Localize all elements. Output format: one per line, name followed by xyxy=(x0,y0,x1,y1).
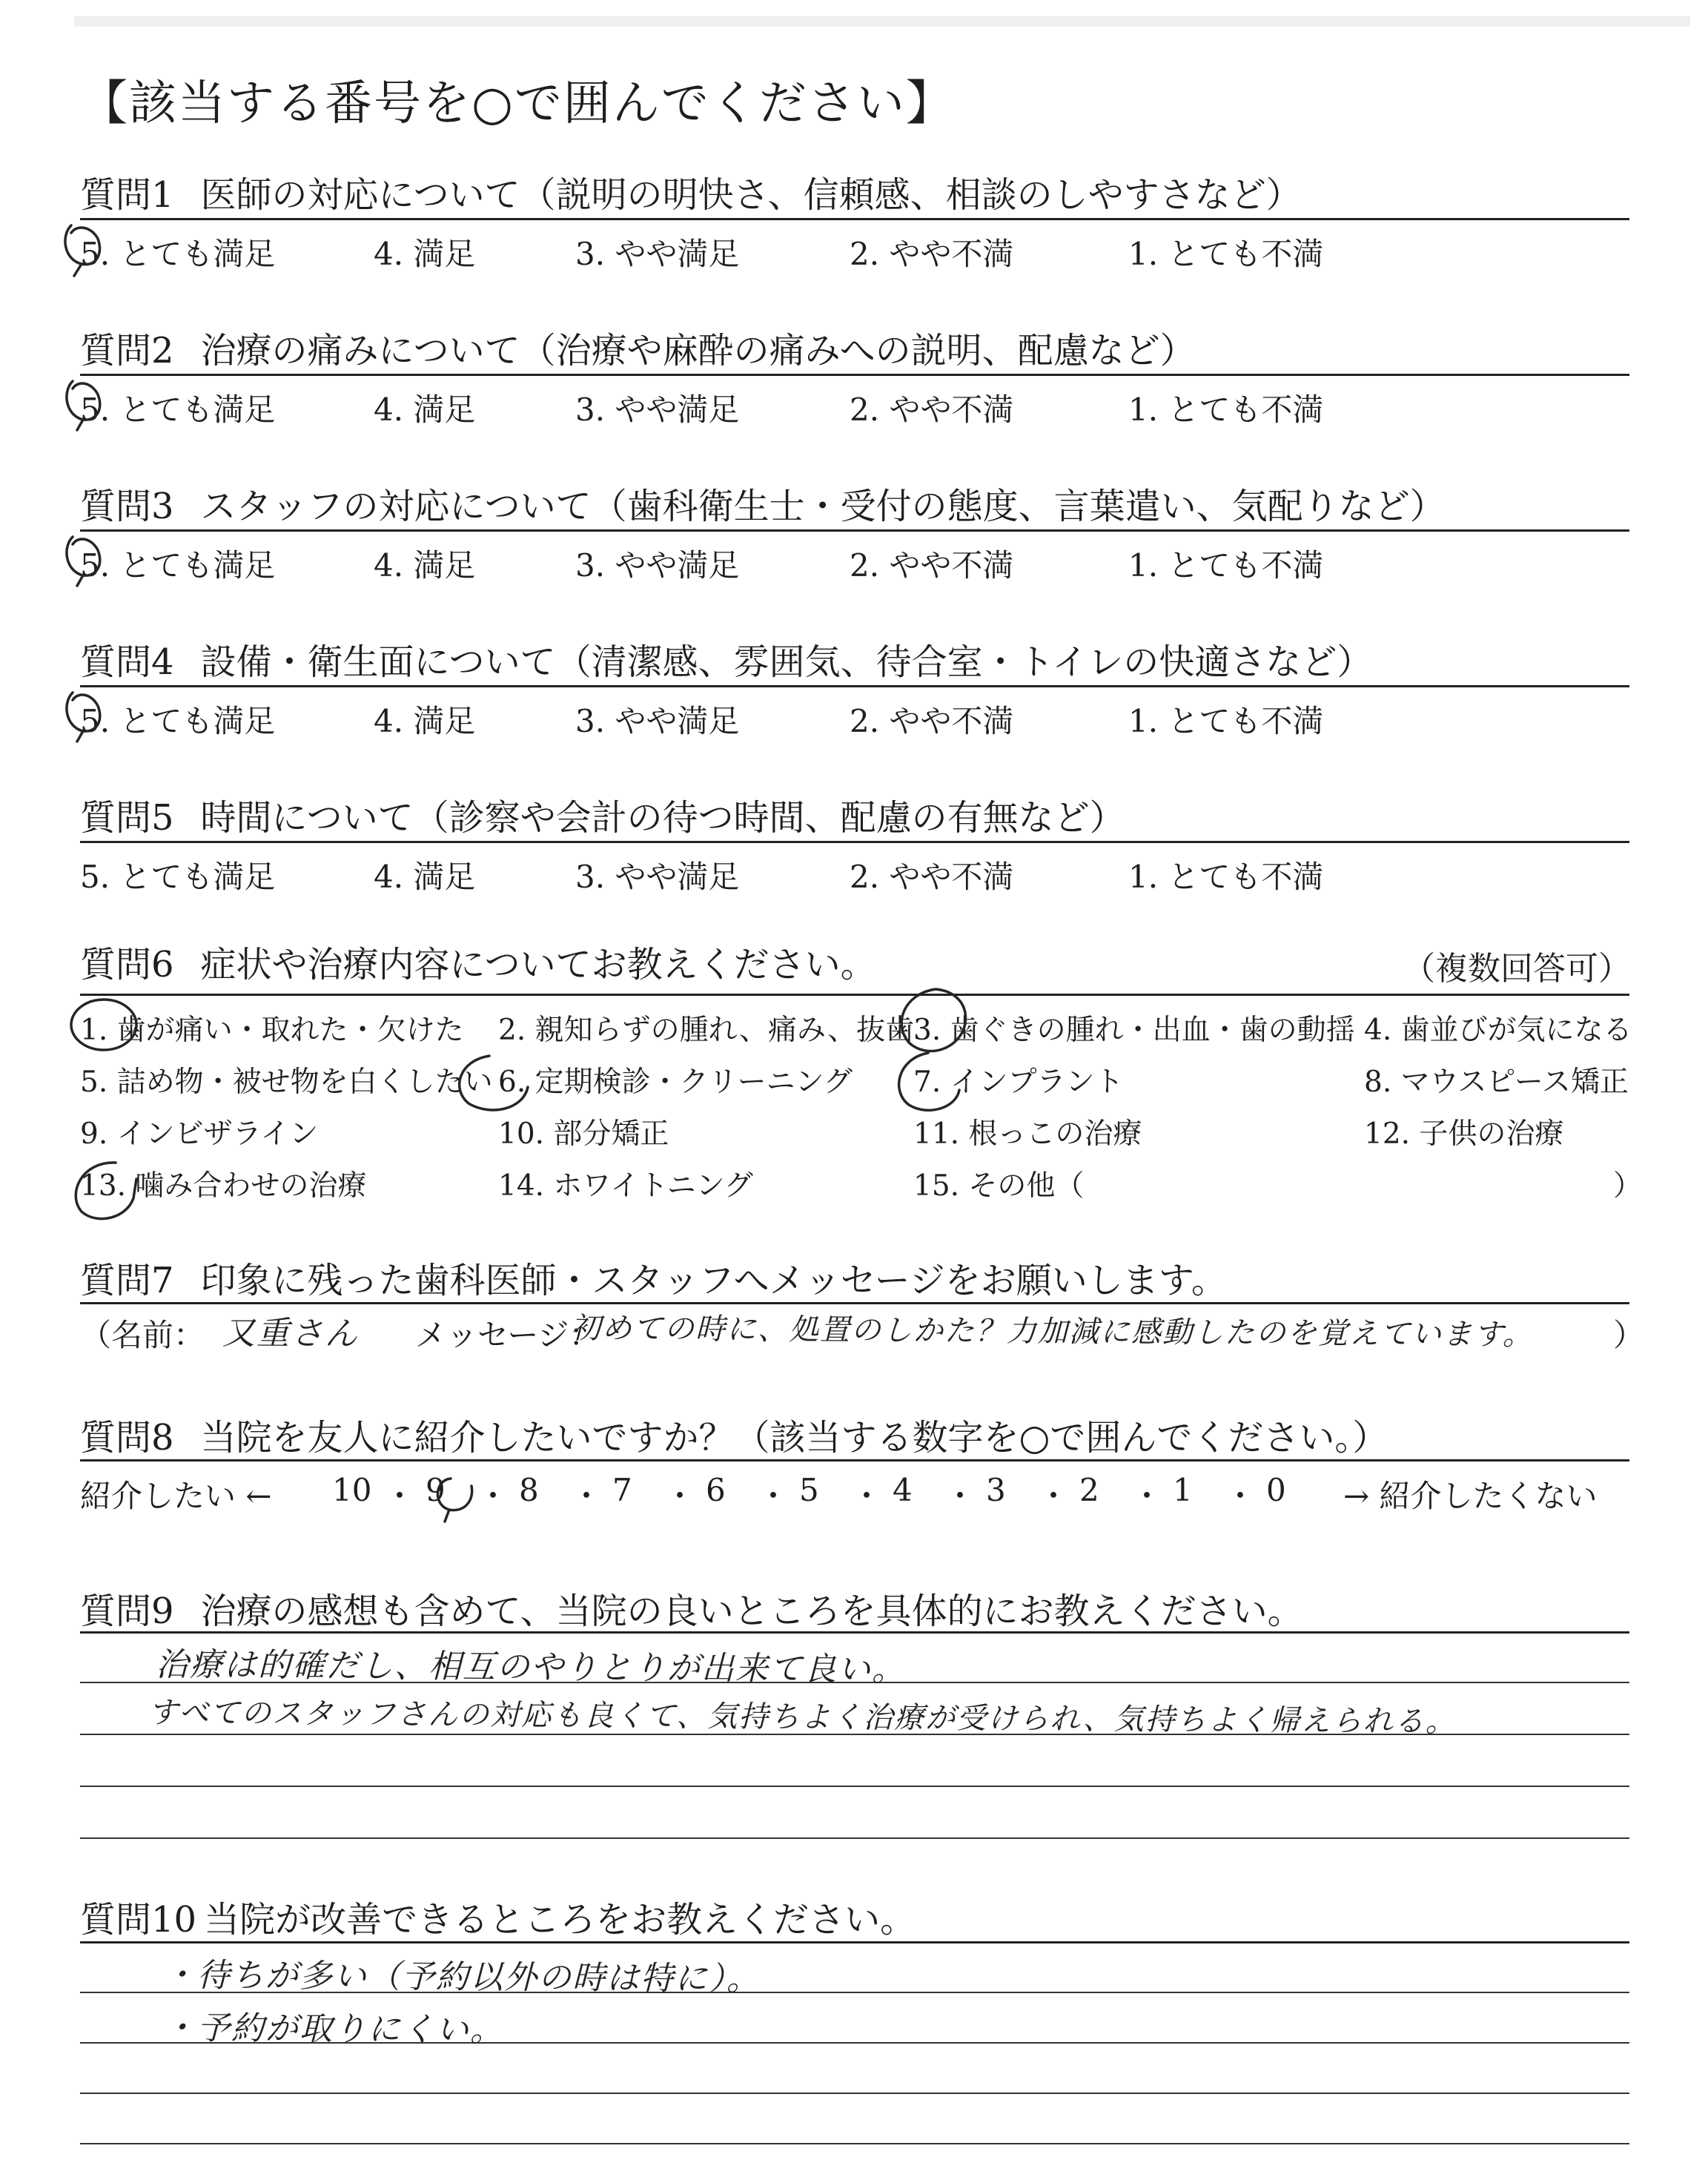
q8-scale-separator: ・ xyxy=(944,1478,976,1514)
q1-option-4[interactable]: 4. 満足 xyxy=(374,236,476,272)
q8-rule xyxy=(80,1459,1629,1462)
q2-option-1[interactable]: 1. とても不満 xyxy=(1128,392,1324,428)
q10-answer-line: ・予約が取りにくい。 xyxy=(162,2009,505,2050)
q8-scale-9[interactable]: 9 xyxy=(426,1472,446,1508)
q2-option-4[interactable]: 4. 満足 xyxy=(374,392,476,428)
q6-item-4[interactable]: 4. 歯並びが気になる xyxy=(1364,1014,1632,1047)
q1-rule xyxy=(80,218,1629,220)
q6-item-9[interactable]: 9. インビザライン xyxy=(80,1117,319,1151)
q2-rule xyxy=(80,374,1629,376)
q6-multiple-note: （複数回答可） xyxy=(1403,950,1631,988)
q5-option-5[interactable]: 5. とても満足 xyxy=(80,859,276,895)
q9-rule xyxy=(80,1631,1629,1634)
q9-answer-line: 治療は的確だし、相互のやりとりが出来て良い。 xyxy=(155,1645,907,1689)
q1-option-5[interactable]: 5. とても満足 xyxy=(80,236,276,272)
q8-left-label: 紹介したい ← xyxy=(80,1478,272,1514)
q5-rule xyxy=(80,841,1629,843)
q9-title xyxy=(80,1582,1303,1634)
question-text: 医師の対応について（説明の明快さ、信頼感、相談のしやすさなど） xyxy=(200,174,1302,216)
q5-option-3[interactable]: 3. やや満足 xyxy=(575,859,740,895)
writing-line xyxy=(80,2093,1629,2094)
question-text: スタッフの対応について（歯科衛生士・受付の態度、言葉遣い、気配りなど） xyxy=(200,486,1446,527)
q8-scale-10[interactable]: 10 xyxy=(332,1472,372,1508)
question-text: 時間について（診察や会計の待つ時間、配慮の有無など） xyxy=(200,797,1125,839)
q8-scale-1[interactable]: 1 xyxy=(1173,1472,1193,1508)
q1-option-2[interactable]: 2. やや不満 xyxy=(850,236,1014,272)
q3-title xyxy=(80,478,1446,529)
q8-scale-separator: ・ xyxy=(571,1478,603,1514)
q5-option-1[interactable]: 1. とても不満 xyxy=(1128,859,1324,895)
q7-message-label: メッセージ： xyxy=(415,1317,600,1353)
q8-scale-separator: ・ xyxy=(664,1478,696,1514)
question-text: 設備・衛生面について（清潔感、雰囲気、待合室・トイレの快適さなど） xyxy=(200,641,1373,683)
q10-answer-line: ・待ちが多い（予約以外の時は特に）。 xyxy=(162,1956,761,1998)
q4-title xyxy=(80,633,1372,684)
question-number: 質問6 xyxy=(80,944,174,985)
writing-line xyxy=(80,2143,1629,2144)
q8-scale-6[interactable]: 6 xyxy=(706,1472,726,1508)
q8-right-label: → 紹介したくない xyxy=(1343,1478,1598,1514)
scan-edge xyxy=(74,16,1690,27)
q5-title xyxy=(80,789,1125,840)
question-number: 質問1 xyxy=(80,174,174,216)
q1-title xyxy=(80,166,1302,217)
q3-option-1[interactable]: 1. とても不満 xyxy=(1128,547,1324,584)
question-text: 症状や治療内容についてお教えください。 xyxy=(200,944,876,985)
q6-item-7[interactable]: 7. インプラント xyxy=(913,1066,1124,1099)
q8-scale-0[interactable]: 0 xyxy=(1266,1472,1286,1508)
q7-close-paren: ） xyxy=(1613,1317,1645,1353)
q6-title xyxy=(80,936,876,987)
q2-option-2[interactable]: 2. やや不満 xyxy=(850,392,1014,428)
q8-scale-separator: ・ xyxy=(1131,1478,1163,1514)
q6-other-close-paren: ） xyxy=(1613,1169,1643,1203)
q6-item-12[interactable]: 12. 子供の治療 xyxy=(1364,1117,1564,1151)
q6-item-5[interactable]: 5. 詰め物・被せ物を白くしたい xyxy=(80,1066,493,1099)
writing-line xyxy=(80,1786,1629,1787)
q8-scale-7[interactable]: 7 xyxy=(612,1472,632,1508)
q1-option-1[interactable]: 1. とても不満 xyxy=(1128,236,1324,272)
question-number: 質問7 xyxy=(80,1260,174,1301)
q6-item-11[interactable]: 11. 根っこの治療 xyxy=(913,1117,1142,1151)
q4-option-4[interactable]: 4. 満足 xyxy=(374,703,476,739)
question-text: 印象に残った歯科医師・スタッフへメッセージをお願いします。 xyxy=(200,1260,1227,1301)
question-text: 当院が改善できるところをお教えください。 xyxy=(204,1899,916,1941)
q6-rule xyxy=(80,994,1629,996)
q3-option-3[interactable]: 3. やや満足 xyxy=(575,547,740,584)
q8-scale-2[interactable]: 2 xyxy=(1079,1472,1099,1508)
q4-option-1[interactable]: 1. とても不満 xyxy=(1128,703,1324,739)
q6-item-13[interactable]: 13. 噛み合わせの治療 xyxy=(80,1169,367,1203)
q4-option-2[interactable]: 2. やや不満 xyxy=(850,703,1014,739)
q8-scale-3[interactable]: 3 xyxy=(986,1472,1006,1508)
q5-option-2[interactable]: 2. やや不満 xyxy=(850,859,1014,895)
q10-title xyxy=(80,1891,916,1942)
q8-scale-separator: ・ xyxy=(477,1478,509,1514)
question-number: 質問10 xyxy=(80,1899,197,1941)
q9-answer-line: すべてのスタッフさんの対応も良くて、気持ちよく治療が受けられ、気持ちよく帰えられる。 xyxy=(148,1695,1457,1740)
q8-scale-5[interactable]: 5 xyxy=(799,1472,819,1508)
question-text: 治療の感想も含めて、当院の良いところを具体的にお教えください。 xyxy=(200,1591,1303,1632)
q2-option-5[interactable]: 5. とても満足 xyxy=(80,392,276,428)
q6-item-1[interactable]: 1. 歯が痛い・取れた・欠けた xyxy=(80,1014,464,1047)
q6-item-6[interactable]: 6. 定期検診・クリーニング xyxy=(498,1066,853,1099)
q3-option-4[interactable]: 4. 満足 xyxy=(374,547,476,584)
question-number: 質問9 xyxy=(80,1591,174,1632)
question-text: 当院を友人に紹介したいですか？（該当する数字を○で囲んでください。） xyxy=(200,1417,1388,1459)
question-number: 質問8 xyxy=(80,1417,174,1459)
q6-item-15[interactable]: 15. その他（ xyxy=(913,1169,1085,1203)
q3-option-2[interactable]: 2. やや不満 xyxy=(850,547,1014,584)
q4-rule xyxy=(80,685,1629,687)
q8-title xyxy=(80,1409,1388,1460)
q6-item-8[interactable]: 8. マウスピース矯正 xyxy=(1364,1066,1629,1099)
q8-scale-separator: ・ xyxy=(851,1478,883,1514)
q7-title xyxy=(80,1252,1227,1303)
q4-option-5[interactable]: 5. とても満足 xyxy=(80,703,276,739)
q6-item-3[interactable]: 3. 歯ぐきの腫れ・出血・歯の動揺 xyxy=(913,1014,1355,1047)
q8-scale-separator: ・ xyxy=(1038,1478,1070,1514)
q8-scale-separator: ・ xyxy=(758,1478,790,1514)
q2-option-3[interactable]: 3. やや満足 xyxy=(575,392,740,428)
q6-item-14[interactable]: 14. ホワイトニング xyxy=(498,1169,753,1203)
q3-option-5[interactable]: 5. とても満足 xyxy=(80,547,276,584)
q8-scale-separator: ・ xyxy=(384,1478,416,1514)
q7-rule xyxy=(80,1302,1629,1304)
question-number: 質問2 xyxy=(80,330,174,371)
q7-message-value: 初めての時に、処置のしかた？力加減に感動したのを覚えています。 xyxy=(570,1311,1534,1353)
question-number: 質問4 xyxy=(80,641,174,683)
q8-scale-8[interactable]: 8 xyxy=(519,1472,539,1508)
q8-scale-separator: ・ xyxy=(1225,1478,1257,1514)
q7-name-value: 又重さん xyxy=(222,1314,360,1353)
writing-line xyxy=(80,1837,1629,1839)
question-text: 治療の痛みについて（治療や麻酔の痛みへの説明、配慮など） xyxy=(200,330,1196,371)
q10-rule xyxy=(80,1941,1629,1943)
q1-option-3[interactable]: 3. やや満足 xyxy=(575,236,740,272)
q3-rule xyxy=(80,529,1629,532)
q4-option-3[interactable]: 3. やや満足 xyxy=(575,703,740,739)
instruction-heading: 【該当する番号を○で囲んでください】 xyxy=(80,76,955,131)
question-number: 質問3 xyxy=(80,486,174,527)
q5-option-4[interactable]: 4. 満足 xyxy=(374,859,476,895)
q6-item-10[interactable]: 10. 部分矯正 xyxy=(498,1117,669,1151)
q6-item-2[interactable]: 2. 親知らずの腫れ、痛み、抜歯 xyxy=(498,1014,915,1047)
q2-title xyxy=(80,322,1196,373)
q8-scale-4[interactable]: 4 xyxy=(893,1472,913,1508)
question-number: 質問5 xyxy=(80,797,174,839)
q7-name-label: （名前： xyxy=(80,1317,205,1353)
